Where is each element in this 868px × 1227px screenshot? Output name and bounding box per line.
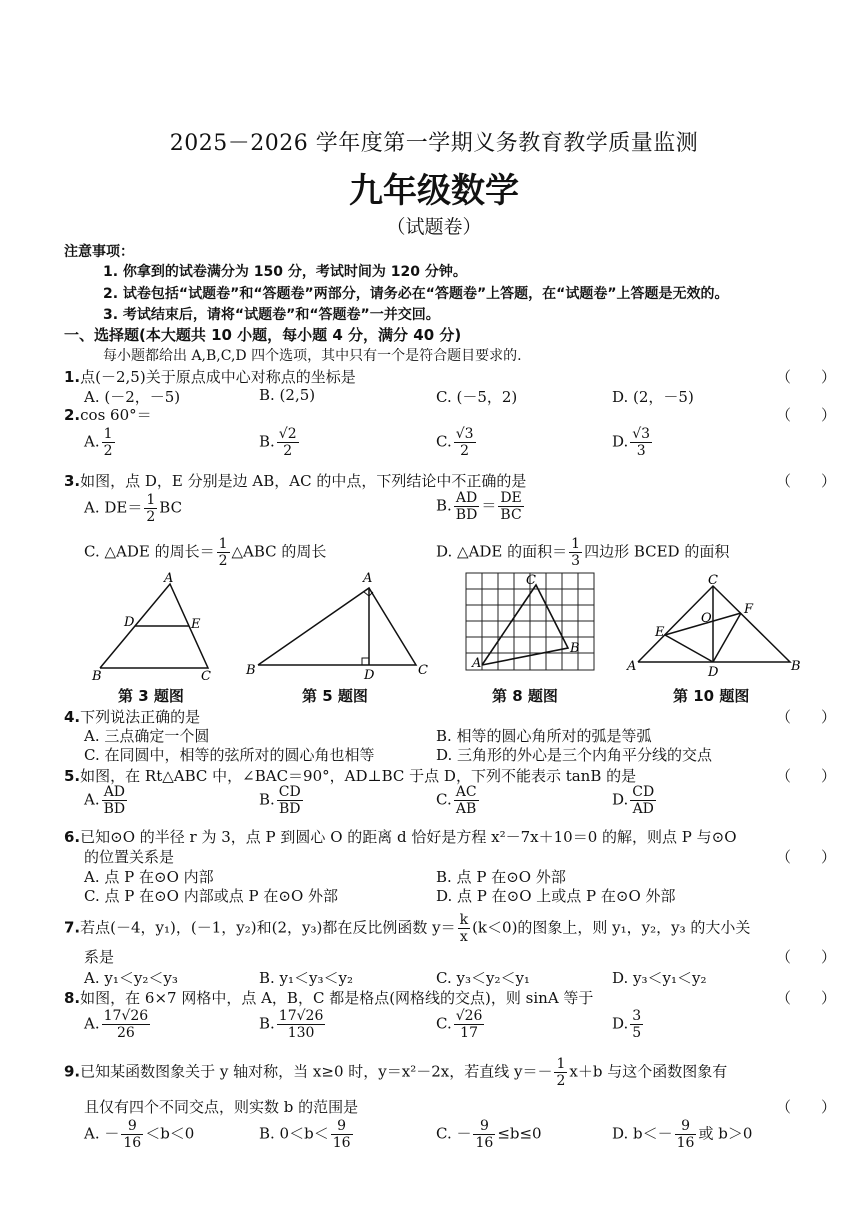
label-F: F <box>744 602 754 617</box>
answer-paren: （ ） <box>776 767 837 785</box>
answer-paren: （ ） <box>776 848 837 866</box>
option-b: B. 0＜b＜ $\frac{9}{16}$ <box>259 1118 351 1152</box>
question-7-stem: 7.若点(－4，y₁)，(－1，y₂)和(2，y₃)都在反比例函数 y＝ $\frac{k}{x}$ (k＜0)的图象上，则 y₁，y₂，y₃ 的大小关 <box>64 912 751 946</box>
option-b: B. 相等的圆心角所对的弧是等弧 <box>436 727 652 745</box>
option-a: A. 点 P 在⊙O 内部 <box>84 868 214 886</box>
option-c: C. $\frac{√26}{17}$ <box>436 1008 483 1042</box>
figure-caption: 第 10 题图 <box>673 687 750 705</box>
question-5-stem: 5.如图，在 Rt△ABC 中，∠BAC＝90°，AD⊥BC 于点 D，下列不能表示 tanB 的是 <box>64 767 637 785</box>
label-O: O <box>701 611 712 626</box>
answer-paren: （ ） <box>776 368 837 386</box>
label-C: C <box>201 669 211 684</box>
section-heading: 一、选择题(本大题共 10 小题，每小题 4 分，满分 40 分) <box>64 326 462 344</box>
label-B: B <box>246 663 256 678</box>
exam-title: 九年级数学 <box>349 171 519 211</box>
option-d: D. (2，－5) <box>612 388 694 406</box>
exam-subtitle: （试题卷） <box>386 216 482 238</box>
answer-paren: （ ） <box>776 948 837 966</box>
label-C: C <box>526 573 536 588</box>
label-A: A <box>627 659 637 674</box>
option-c: C. － $\frac{9}{16}$ ≤b≤0 <box>436 1118 542 1152</box>
question-1-stem: 1.点(－2,5)关于原点成中心对称点的坐标是 <box>64 368 356 386</box>
label-A: A <box>164 571 174 586</box>
option-b: B. y₁＜y₃＜y₂ <box>259 969 354 987</box>
option-d: D. △ADE 的面积＝ $\frac{1}{3}$ 四边形 BCED 的面积 <box>436 536 730 570</box>
answer-paren: （ ） <box>776 1098 837 1116</box>
option-d: D. $\frac{CD}{AD}$ <box>612 784 655 818</box>
option-a: A. DE＝ $\frac{1}{2}$ BC <box>84 492 183 526</box>
option-b: B. $\frac{AD}{BD}$ ＝ $\frac{DE}{BC}$ <box>436 490 522 524</box>
option-d: D. 三角形的外心是三个内角平分线的交点 <box>436 746 713 764</box>
question-3-stem: 3.如图，点 D，E 分别是边 AB，AC 的中点，下列结论中不正确的是 <box>64 472 527 490</box>
notice-heading: 注意事项： <box>64 244 134 260</box>
section-instruction: 每小题都给出 A,B,C,D 四个选项，其中只有一个是符合题目要求的. <box>103 348 522 364</box>
option-c: C. $\frac{√3}{2}$ <box>436 426 474 460</box>
label-E: E <box>191 617 201 632</box>
figures-row <box>0 570 868 685</box>
option-b: B. $\frac{CD}{BD}$ <box>259 784 301 818</box>
option-c: C. 在同圆中，相等的弦所对的圆心角也相等 <box>84 746 375 764</box>
option-a: A. $\frac{17√26}{26}$ <box>84 1008 149 1042</box>
question-9-stem-cont: 且仅有四个不同交点，则实数 b 的范围是 <box>84 1098 359 1116</box>
option-d: D. $\frac{√3}{3}$ <box>612 426 651 460</box>
option-a: A. － $\frac{9}{16}$ ＜b＜0 <box>84 1118 195 1152</box>
option-c: C. 点 P 在⊙O 内部或点 P 在⊙O 外部 <box>84 887 339 905</box>
label-B: B <box>570 641 580 656</box>
question-7-stem-cont: 系是 <box>84 948 115 966</box>
answer-paren: （ ） <box>776 472 837 490</box>
label-D: D <box>364 668 375 683</box>
option-b: B. (2,5) <box>259 386 316 404</box>
label-D: D <box>124 615 135 630</box>
figure-caption: 第 3 题图 <box>118 687 184 705</box>
figure-5-right-triangle <box>258 588 416 665</box>
option-a: A. y₁＜y₂＜y₃ <box>84 969 178 987</box>
notice-item-3: 3. 考试结束后，请将“试题卷”和“答题卷”一并交回。 <box>103 307 440 323</box>
question-6-stem: 6.已知⊙O 的半径 r 为 3，点 P 到圆心 O 的距离 d 恰好是方程 x²－7x＋10＝0 的解，则点 P 与⊙O <box>64 828 737 846</box>
label-A: A <box>363 571 373 586</box>
option-c: C. $\frac{AC}{AB}$ <box>436 784 477 818</box>
answer-paren: （ ） <box>776 989 837 1007</box>
question-8-stem: 8.如图，在 6×7 网格中，点 A，B，C 都是格点(网格线的交点)，则 sinA 等于 <box>64 989 594 1007</box>
option-a: A. 三点确定一个圆 <box>84 727 210 745</box>
option-d: D. b＜－ $\frac{9}{16}$ 或 b＞0 <box>612 1118 753 1152</box>
option-a: A. $\frac{AD}{BD}$ <box>84 784 126 818</box>
answer-paren: （ ） <box>776 406 837 424</box>
label-A: A <box>472 656 482 671</box>
option-c: C. △ADE 的周长＝ $\frac{1}{2}$ △ABC 的周长 <box>84 536 327 570</box>
exam-header-line: 2025－2026 学年度第一学期义务教育教学质量监测 <box>169 131 699 156</box>
option-d: D. 点 P 在⊙O 上或点 P 在⊙O 外部 <box>436 887 676 905</box>
question-9-stem: 9.已知某函数图象关于 y 轴对称，当 x≥0 时，y＝x²－2x，若直线 y＝－ $\frac{1}{2}$ x＋b 与这个函数图象有 <box>64 1056 728 1090</box>
question-4-stem: 4.下列说法正确的是 <box>64 708 201 726</box>
label-C: C <box>418 663 428 678</box>
figure-caption: 第 8 题图 <box>492 687 558 705</box>
answer-paren: （ ） <box>776 708 837 726</box>
option-b: B. $\frac{√2}{2}$ <box>259 426 297 460</box>
notice-item-2: 2. 试卷包括“试题卷”和“答题卷”两部分，请务必在“答题卷”上答题，在“试题卷”上答题是无效的。 <box>103 286 729 302</box>
figure-10-triangle <box>638 586 790 662</box>
option-d: D. $\frac{3}{5}$ <box>612 1008 642 1042</box>
option-a: A. (－2，－5) <box>84 388 181 406</box>
option-a: A. $\frac{1}{2}$ <box>84 426 113 460</box>
option-c: C. y₃＜y₂＜y₁ <box>436 969 530 987</box>
option-d: D. y₃＜y₁＜y₂ <box>612 969 707 987</box>
label-B: B <box>791 659 801 674</box>
label-D: D <box>708 665 719 680</box>
notice-item-1: 1. 你拿到的试卷满分为 150 分，考试时间为 120 分钟。 <box>103 264 467 280</box>
option-b: B. 点 P 在⊙O 外部 <box>436 868 566 886</box>
option-c: C. (－5，2) <box>436 388 518 406</box>
label-C: C <box>708 573 718 588</box>
figure-caption: 第 5 题图 <box>302 687 368 705</box>
label-E: E <box>655 625 665 640</box>
question-6-stem-cont: 的位置关系是 <box>84 848 175 866</box>
question-2-stem: 2.cos 60°＝ <box>64 406 152 424</box>
option-b: B. $\frac{17√26}{130}$ <box>259 1008 324 1042</box>
label-B: B <box>92 669 102 684</box>
